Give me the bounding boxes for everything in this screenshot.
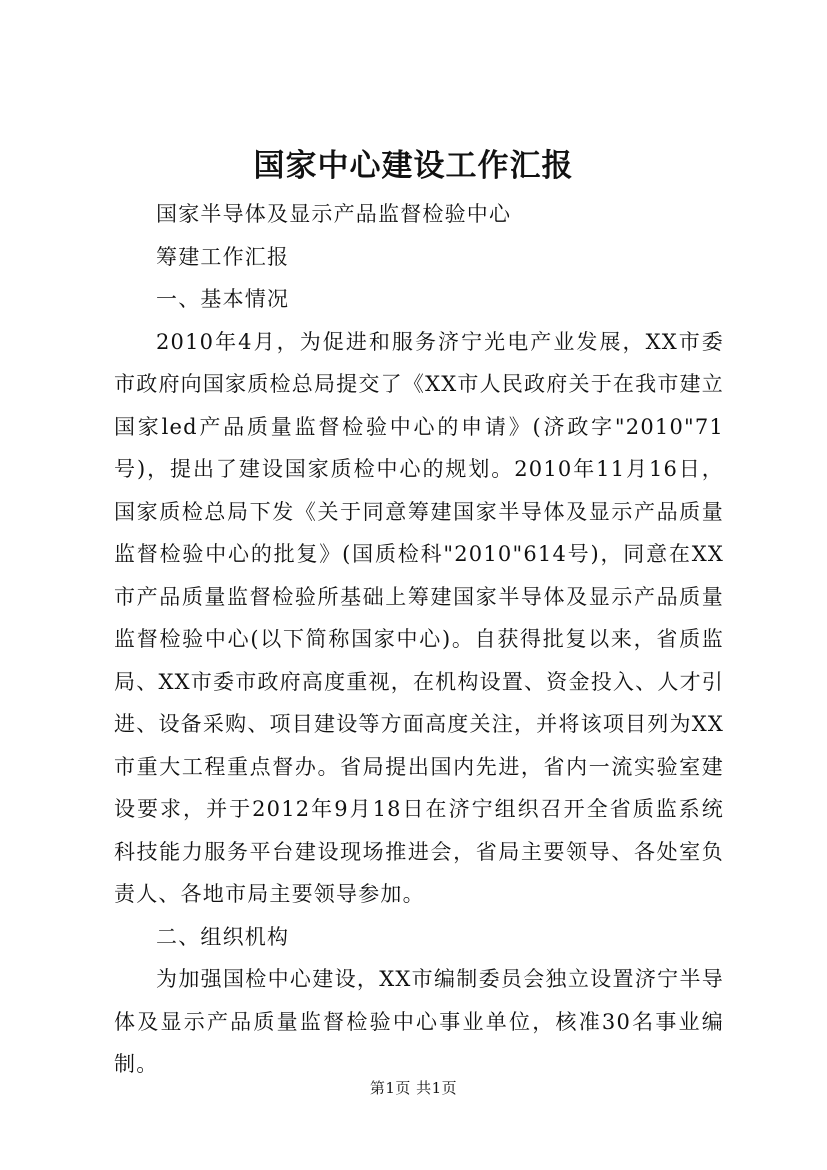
- section-heading: 二、组织机构: [156, 924, 290, 949]
- body-paragraph: 国家半导体及显示产品监督检验中心: [156, 202, 512, 226]
- body-paragraph: 为加强国检中心建设，XX市编制委员会独立设置济宁半导体及显示产品质量监督检验中心事业单位，核准30名事业编制。: [114, 967, 724, 1076]
- section-heading: 一、基本情况: [156, 287, 290, 311]
- document-title: 国家中心建设工作汇报: [253, 148, 574, 184]
- page-footer: 第1页 共1页: [369, 1079, 458, 1097]
- body-paragraph: 2010年4月，为促进和服务济宁光电产业发展，XX市委市政府向国家质检总局提交了《XX市人民政府关于在我市建立国家led产品质量监督检验中心的申请》(济政字"2010"71号)，提出了建设国家质检中心的规划。2010年11月16日，国家质检总局下发《关于同意筹建国家半导体及显示产品质量监督检验中心的批复》(国质检科"2010"614号)，同意在XX市产品质量监督检验所基础上筹建国家半导体及显示产品质量监督检验中心(以下简称国家中心)。自获得批复以来，省质监局、XX市委市政府高度重视，在机构设置、资金投入、人才引进、设备采购、项目建设等方面高度关注，并将该项目列为XX市重大工程重点督办。省局提出国内先进，省内一流实验室建设要求，并于2012年9月18日在济宁组织召开全省质监系统科技能力服务平台建设现场推进会，省局主要领导、各处室负责人、各地市局主要领导参加。: [114, 329, 724, 906]
- body-paragraph: 筹建工作汇报: [156, 244, 290, 269]
- document-body: [114, 193, 724, 1086]
